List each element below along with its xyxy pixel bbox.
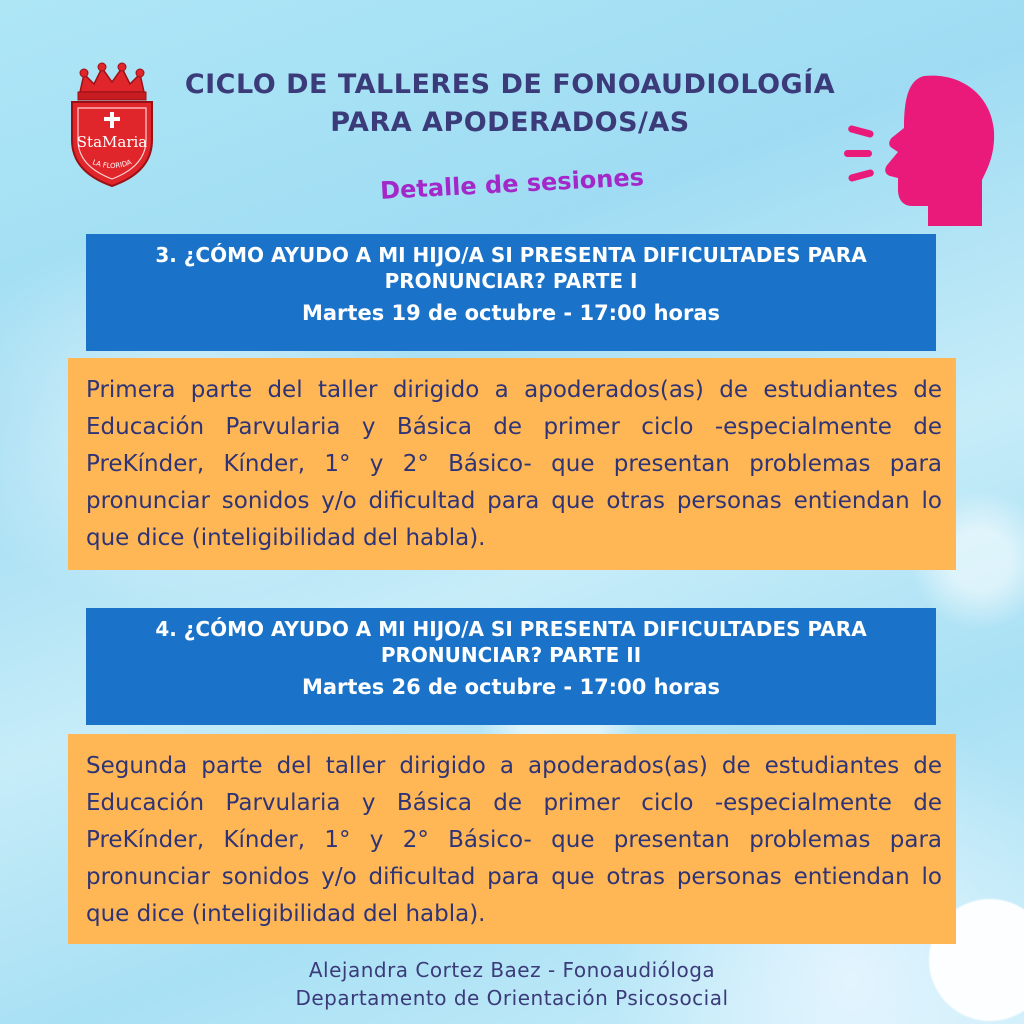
session-4-title-line-1: 4. ¿CÓMO AYUDO A MI HIJO/A SI PRESENTA DIFICULTADES PARA <box>155 617 867 641</box>
school-crest-logo <box>66 62 158 190</box>
session-3-title-line-2: PRONUNCIAR? PARTE I <box>384 269 638 293</box>
logo-wordmark: StaMaria <box>76 133 148 151</box>
title-line-2: PARA APODERADOS/AS <box>330 107 690 138</box>
footer <box>0 956 1024 1012</box>
speaking-head-icon <box>842 66 1002 236</box>
session-4-header <box>86 608 936 725</box>
session-4-title-line-2: PRONUNCIAR? PARTE II <box>380 643 642 667</box>
session-3-description: Primera parte del taller dirigido a apoderados(as) de estudiantes de Educación Parvularia y Básica de primer ciclo -especialmente de PreKínder, Kínder, 1° y 2° Básico- que presentan problemas para pronunciar sonidos y/o dificultad para que otras personas entiendan lo que dice (inteligibilidad del habla). <box>68 358 956 570</box>
footer-department: Departamento de Orientación Psicosocial <box>295 986 729 1010</box>
session-3-date: Martes 19 de octubre - 17:00 horas <box>301 301 721 325</box>
session-3-title-line-1: 3. ¿CÓMO AYUDO A MI HIJO/A SI PRESENTA DIFICULTADES PARA <box>155 243 867 267</box>
subtitle: Detalle de sesiones <box>379 163 645 205</box>
session-4-date: Martes 26 de octubre - 17:00 horas <box>301 675 721 699</box>
session-3-header <box>86 234 936 351</box>
title-line-1: CICLO DE TALLERES DE FONOAUDIOLOGÍA <box>184 69 836 100</box>
logo-subtext: LA FLORIDA <box>91 158 133 171</box>
session-4-description: Segunda parte del taller dirigido a apoderados(as) de estudiantes de Educación Parvularia y Básica de primer ciclo -especialmente de PreKínder, Kínder, 1° y 2° Básico- que presentan problemas para pronunciar sonidos y/o dificultad para que otras personas entiendan lo que dice (inteligibilidad del habla). <box>68 734 956 944</box>
page-title <box>150 66 870 142</box>
footer-author: Alejandra Cortez Baez - Fonoaudióloga <box>308 958 716 982</box>
